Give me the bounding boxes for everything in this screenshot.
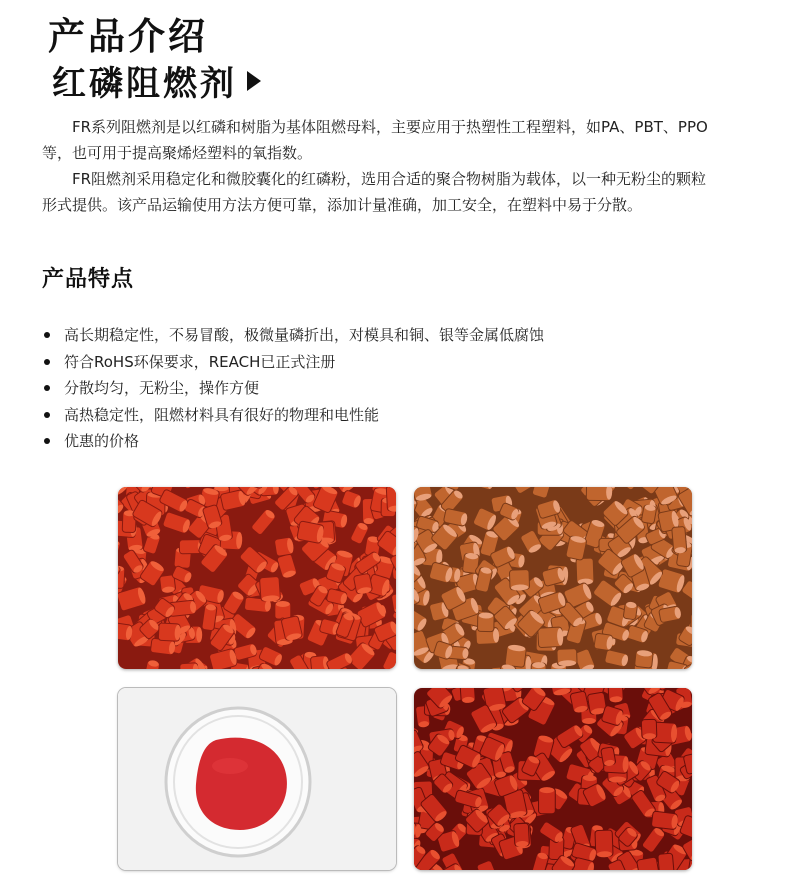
intro-paragraph: FR系列阻燃剂是以红磷和树脂为基体阻燃母料，主要应用于热塑性工程塑料，如PA、PBT、PPO等，也可用于提高聚烯烃塑料的氧指数。 [42,118,708,162]
red-pellets-photo [118,487,396,669]
petri-dish-photo [118,688,396,870]
product-title [52,56,261,105]
feature-item [42,349,544,376]
play-triangle-icon [247,71,261,91]
bullet-icon [44,438,50,444]
orange-pellets-photo [414,487,692,669]
features-list [42,322,544,455]
feature-item [42,428,544,455]
intro-paragraph: FR阻燃剂采用稳定化和微胶囊化的红磷粉，选用合适的聚合物树脂为载体，以一种无粉尘的颗粒形式提供。该产品运输使用方法方便可靠，添加计量准确，加工安全，在塑料中易于分散。 [42,170,707,214]
dark-red-pellets-photo [414,688,692,870]
feature-item [42,402,544,429]
intro-section [42,114,712,218]
feature-text: 分散均匀，无粉尘，操作方便 [64,379,260,397]
features-heading: 产品特点 [42,267,135,292]
bullet-icon [44,385,50,391]
feature-text: 高热稳定性，阻燃材料具有很好的物理和电性能 [64,405,380,424]
bullet-icon [44,412,50,418]
page-title: 产品介绍 [48,15,208,58]
bullet-icon [44,332,50,338]
feature-text: 高长期稳定性，不易冒酸，极微量磷折出，对模具和铜、银等金属低腐蚀 [64,326,545,344]
feature-item [42,375,544,402]
product-title-text: 红磷阻燃剂 [52,64,237,104]
feature-text: 符合RoHS环保要求，REACH已正式注册 [64,352,336,371]
feature-item [42,322,544,349]
feature-text: 优惠的价格 [64,432,140,450]
bullet-icon [44,359,50,365]
